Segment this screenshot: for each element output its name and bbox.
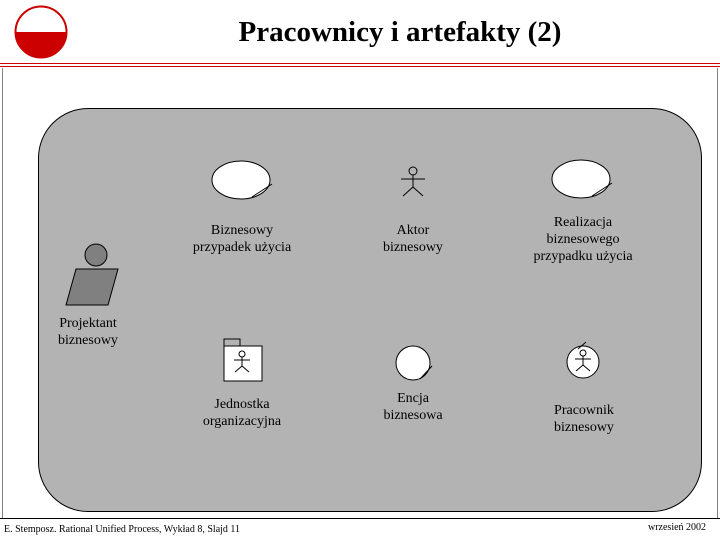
business-entity-label: Encja biznesowa	[383, 391, 443, 423]
business-worker-label: Pracownik biznesowy	[554, 403, 614, 435]
header-divider	[0, 63, 720, 64]
header-divider-secondary	[0, 66, 720, 67]
business-use-case-label: Biznesowy przypadek użycia	[192, 223, 292, 255]
use-case-realization-icon	[550, 158, 616, 200]
footer-date: wrzesień 2002	[648, 522, 707, 533]
business-entity-icon	[394, 344, 436, 384]
footer-credit: E. Stemposz. Rational Unified Process, Wykład 8, Slajd 11	[4, 524, 241, 535]
logo-icon	[14, 5, 68, 59]
organization-unit-label: Jednostka organizacyjna	[202, 397, 282, 429]
organization-unit-icon	[222, 337, 264, 383]
actor-icon	[398, 166, 428, 198]
business-use-case-realization-label: Realizacja biznesowego przypadku użycia	[533, 215, 633, 264]
business-actor-label: Aktor biznesowy	[383, 223, 443, 255]
worker-icon	[62, 242, 122, 308]
frame-right-border	[717, 68, 718, 518]
business-designer-label: Projektant biznesowy	[58, 316, 118, 348]
business-worker-icon	[564, 338, 606, 382]
footer-divider	[0, 518, 720, 519]
slide-title: Pracownicy i artefakty (2)	[238, 16, 562, 48]
business-use-case-icon	[210, 160, 276, 202]
frame-left-border	[2, 68, 3, 518]
